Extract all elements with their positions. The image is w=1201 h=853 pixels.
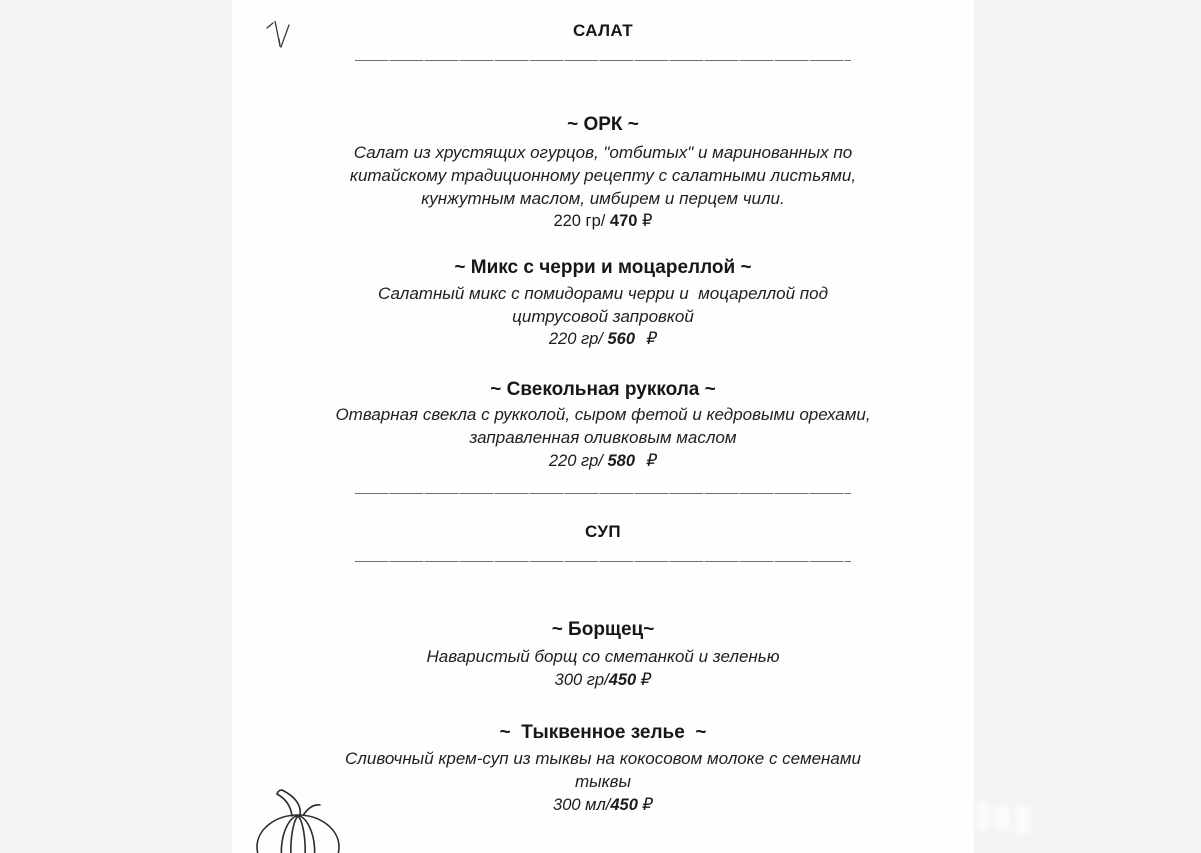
menu-page — [232, 0, 974, 853]
item-description-line: Отварная свекла с рукколой, сыром фетой и кедровыми орехами, — [335, 405, 871, 424]
price-value: 450 — [608, 671, 637, 689]
item-price — [232, 450, 974, 473]
item-description-line: Наваристый борщ со сметанкой и зеленью — [426, 647, 780, 666]
item-description-line: Салат из хрустящих огурцов, "отбитых" и маринованных по — [353, 143, 853, 162]
item-description — [232, 282, 974, 328]
price-value: 560 — [607, 330, 636, 348]
item-title: ~ ОРК ~ — [567, 114, 639, 135]
item-price — [232, 210, 974, 233]
menu-item — [232, 113, 974, 233]
price-portion: 220 гр/ — [548, 330, 608, 348]
price-value: 580 — [607, 452, 636, 470]
menu-content — [232, 21, 974, 853]
menu-item — [232, 721, 974, 817]
item-description-line: кунжутным маслом, имбирем и перцем чили. — [421, 189, 785, 208]
item-description-line: тыквы — [574, 772, 632, 791]
item-title: ~ Тыквенное зелье ~ — [499, 722, 707, 743]
section-heading-soup: СУП — [584, 522, 622, 541]
item-description-line: Сливочный крем-суп из тыквы на кокосовом молоке с семенами — [345, 749, 861, 768]
price-value: 450 — [610, 796, 638, 814]
item-title: ~ Свекольная руккола ~ — [490, 379, 716, 400]
menu-item — [232, 378, 974, 473]
ruble-sign: ₽ — [642, 212, 653, 230]
ruble-sign: ₽ — [642, 796, 653, 814]
price-value: 470 — [609, 212, 638, 230]
section-divider — [355, 60, 851, 61]
item-description — [232, 645, 974, 668]
item-price — [232, 794, 974, 817]
item-description-line: цитрусовой запровкой — [512, 307, 694, 326]
price-portion: 220 гр/ — [553, 212, 610, 230]
item-title: ~ Борщец~ — [551, 619, 655, 640]
price-portion: 300 гр/ — [554, 671, 609, 689]
menu-item — [232, 618, 974, 692]
item-description — [232, 141, 974, 210]
item-description — [232, 403, 974, 449]
item-description — [232, 747, 974, 793]
ruble-sign: ₽ — [640, 671, 652, 689]
item-description-line: китайскому традиционному рецепту с салатными листьями, — [349, 166, 857, 185]
menu-item — [232, 256, 974, 351]
item-description-line: Салатный микс с помидорами черри и моцареллой под — [378, 284, 828, 303]
section-divider — [355, 561, 851, 562]
watermark — [976, 797, 1034, 835]
ruble-sign: ₽ — [646, 452, 658, 470]
price-portion: 300 мл/ — [553, 796, 611, 814]
item-price — [232, 669, 974, 692]
item-title: ~ Микс с черри и моцареллой ~ — [454, 257, 752, 278]
price-portion: 220 гр/ — [548, 452, 608, 470]
section-heading-salad: САЛАТ — [572, 21, 634, 40]
item-description-line: заправленная оливковым маслом — [469, 428, 737, 447]
section-divider — [355, 493, 851, 494]
ruble-sign: ₽ — [646, 330, 658, 348]
item-price — [232, 328, 974, 351]
